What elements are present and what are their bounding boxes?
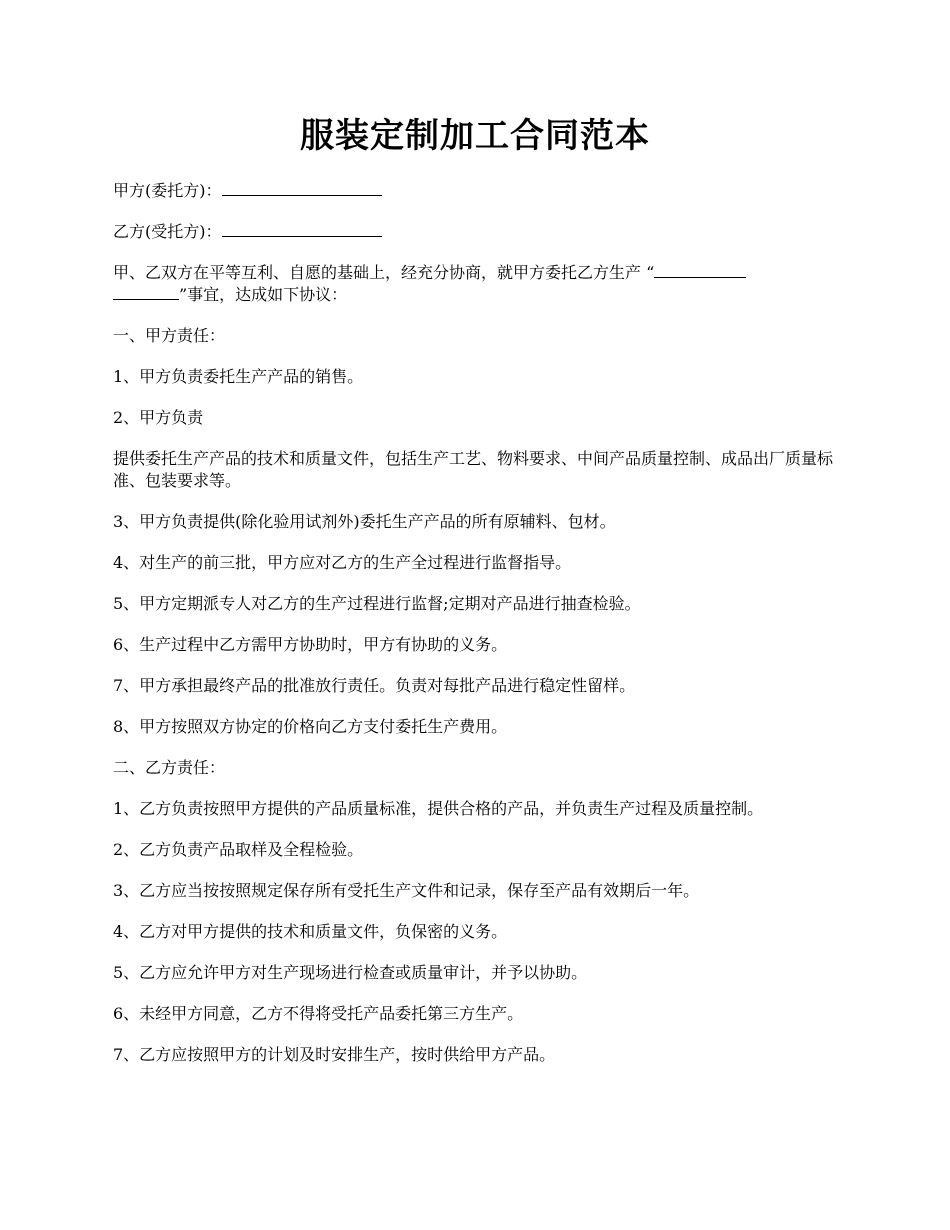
section-1-item: 8、甲方按照双方协定的价格向乙方支付委托生产费用。 bbox=[113, 717, 508, 736]
intro-text-end: ”事宜，达成如下协议： bbox=[179, 285, 348, 304]
party-b-line bbox=[113, 221, 843, 243]
section-1-item: 7、甲方承担最终产品的批准放行责任。负责对每批产品进行稳定性留样。 bbox=[113, 676, 636, 695]
section-2-item: 6、未经甲方同意，乙方不得将受托产品委托第三方生产。 bbox=[113, 1004, 524, 1023]
party-a-line bbox=[113, 180, 843, 202]
product-name-blank bbox=[654, 263, 746, 278]
document-body bbox=[113, 180, 843, 1085]
product-name-blank-continued bbox=[113, 285, 179, 300]
party-a-blank bbox=[222, 181, 382, 196]
section-1-item: 1、甲方负责委托生产产品的销售。 bbox=[113, 367, 364, 386]
section-2-item: 3、乙方应当按按照规定保存所有受托生产文件和记录，保存至产品有效期后一年。 bbox=[113, 881, 700, 900]
section-2-item: 7、乙方应按照甲方的计划及时安排生产，按时供给甲方产品。 bbox=[113, 1045, 556, 1064]
section-2-item: 1、乙方负责按照甲方提供的产品质量标准，提供合格的产品，并负责生产过程及质量控制。 bbox=[113, 799, 764, 818]
intro-paragraph bbox=[113, 262, 843, 306]
section-1-item: 4、对生产的前三批，甲方应对乙方的生产全过程进行监督指导。 bbox=[113, 553, 572, 572]
party-b-blank bbox=[222, 222, 382, 237]
section-2-item: 5、乙方应允许甲方对生产现场进行检查或质量审计，并予以协助。 bbox=[113, 963, 588, 982]
party-b-label: 乙方(受托方)： bbox=[113, 222, 222, 241]
section-2-item: 2、乙方负责产品取样及全程检验。 bbox=[113, 840, 364, 859]
intro-text-start: 甲、乙双方在平等互利、自愿的基础上，经充分协商，就甲方委托乙方生产 “ bbox=[113, 263, 655, 282]
party-a-label: 甲方(委托方)： bbox=[113, 181, 222, 200]
section-2-item: 4、乙方对甲方提供的技术和质量文件，负保密的义务。 bbox=[113, 922, 508, 941]
section-1-heading: 一、甲方责任： bbox=[113, 326, 226, 345]
section-1-item: 提供委托生产产品的技术和质量文件，包括生产工艺、物料要求、中间产品质量控制、成品出厂质量标准、包装要求等。 bbox=[113, 449, 834, 490]
section-1-item: 3、甲方负责提供(除化验用试剂外)委托生产产品的所有原辅料、包材。 bbox=[113, 512, 616, 531]
section-1-item: 6、生产过程中乙方需甲方协助时，甲方有协助的义务。 bbox=[113, 635, 508, 654]
section-1-item: 5、甲方定期派专人对乙方的生产过程进行监督;定期对产品进行抽查检验。 bbox=[113, 594, 641, 613]
document-title: 服装定制加工合同范本 bbox=[300, 116, 650, 156]
section-1-item: 2、甲方负责 bbox=[113, 408, 204, 427]
section-2-heading: 二、乙方责任： bbox=[113, 758, 226, 777]
